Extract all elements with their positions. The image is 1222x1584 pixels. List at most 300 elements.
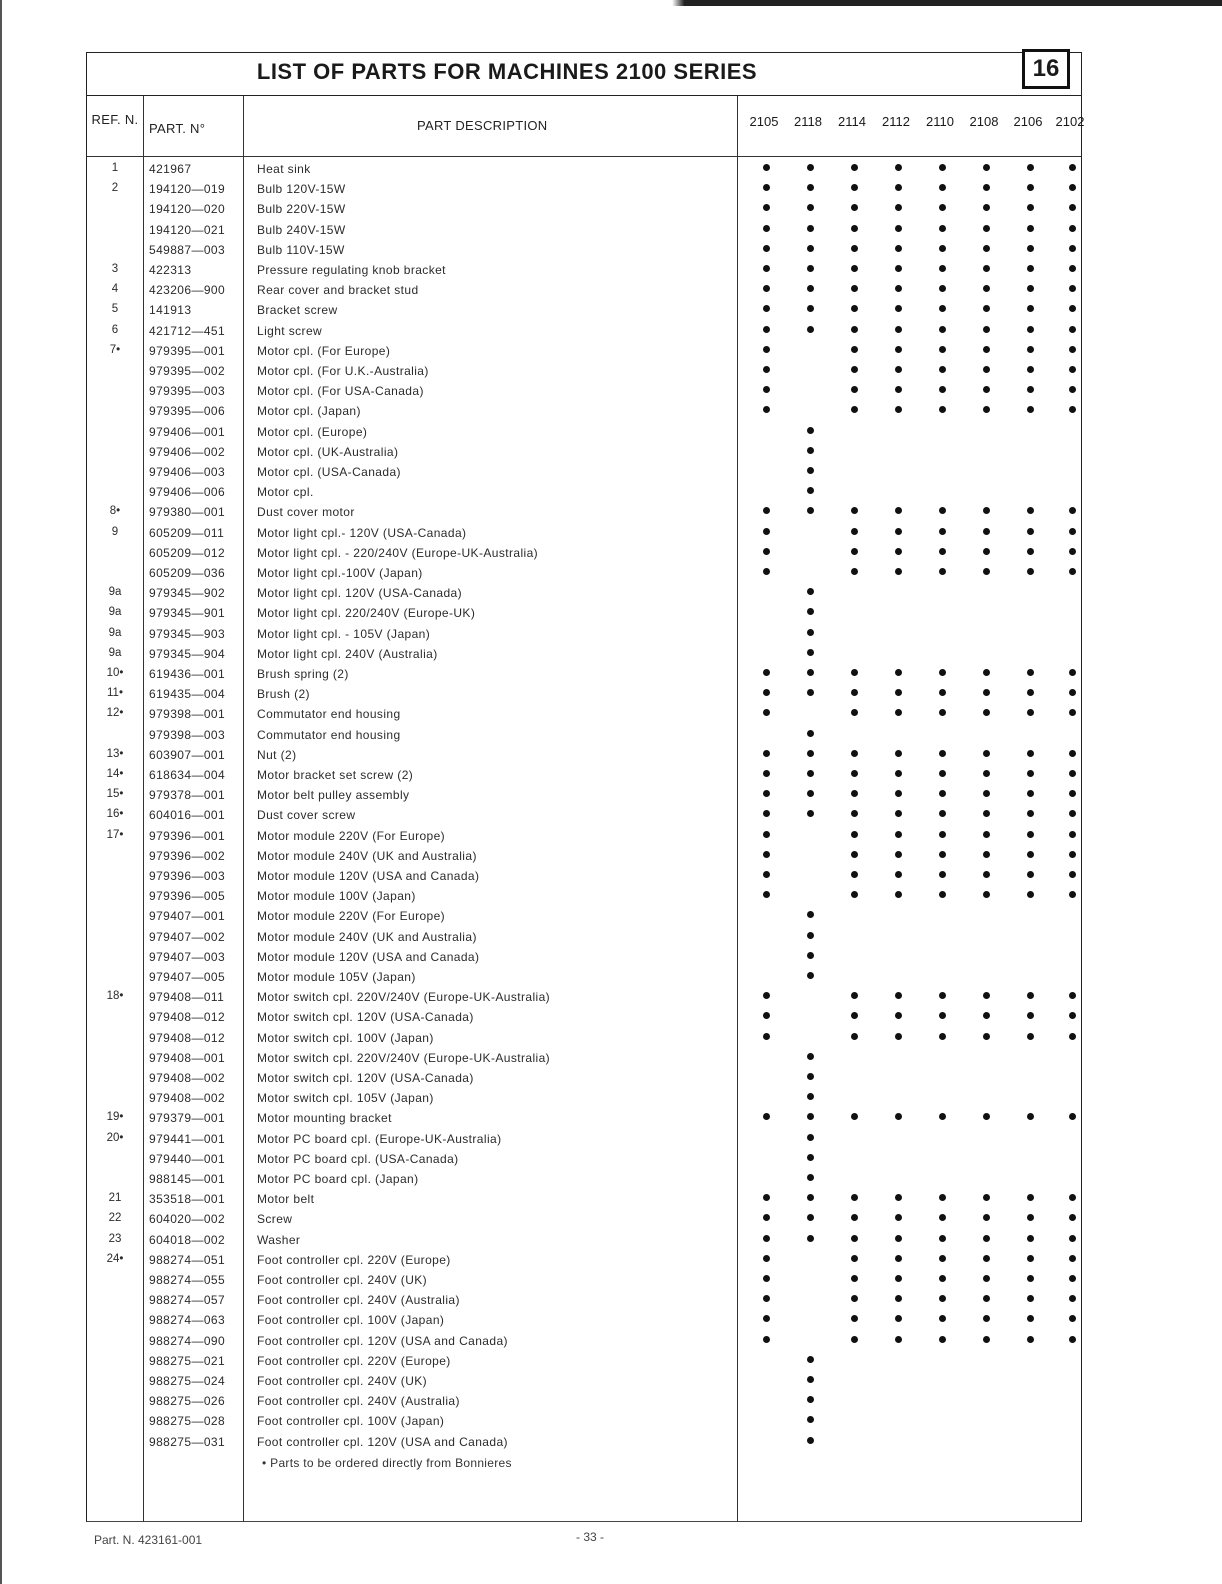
applicability-dot — [807, 972, 814, 979]
applicability-dot — [851, 164, 858, 171]
applicability-dot — [807, 750, 814, 757]
applicability-dot — [851, 992, 858, 999]
applicability-dot — [939, 507, 946, 514]
ref-number: 4 — [111, 283, 119, 296]
applicability-dot — [851, 750, 858, 757]
table-row — [87, 1291, 1083, 1311]
part-number: 979345—904 — [149, 646, 226, 661]
footnote: • Parts to be ordered directly from Bonnieres — [262, 1456, 512, 1470]
table-row — [87, 1332, 1083, 1352]
table-row — [87, 1210, 1083, 1230]
applicability-dot — [939, 992, 946, 999]
applicability-dot — [763, 245, 770, 252]
applicability-dot — [763, 831, 770, 838]
table-row — [87, 584, 1083, 604]
part-description: Foot controller cpl. 240V (UK) — [257, 1374, 428, 1388]
applicability-dot — [983, 507, 990, 514]
applicability-dot — [1069, 1033, 1076, 1040]
applicability-dot — [895, 1214, 902, 1221]
applicability-dot — [983, 810, 990, 817]
table-row — [87, 867, 1083, 887]
ref-number: 12• — [106, 707, 124, 720]
part-number: 141913 — [149, 303, 192, 318]
part-number: 979407—003 — [149, 949, 226, 964]
applicability-dot — [763, 1235, 770, 1242]
part-description: Motor switch cpl. 105V (Japan) — [257, 1091, 434, 1106]
table-row — [87, 1251, 1083, 1271]
applicability-dot — [1069, 750, 1076, 757]
part-number: 979440—001 — [149, 1151, 226, 1166]
applicability-dot — [983, 750, 990, 757]
ref-number: 2 — [111, 182, 119, 195]
applicability-dot — [895, 831, 902, 838]
applicability-dot — [1027, 1235, 1034, 1242]
applicability-dot — [851, 1275, 858, 1282]
part-number: 979406—001 — [149, 424, 226, 439]
page-title: LIST OF PARTS FOR MACHINES 2100 SERIES — [256, 59, 758, 84]
applicability-dot — [763, 810, 770, 817]
applicability-dot — [1069, 386, 1076, 393]
part-number: 604016—001 — [149, 808, 226, 823]
applicability-dot — [763, 1214, 770, 1221]
applicability-dot — [807, 305, 814, 312]
applicability-dot — [1027, 790, 1034, 797]
applicability-dot — [807, 285, 814, 292]
applicability-dot — [807, 730, 814, 737]
applicability-dot — [983, 831, 990, 838]
ref-number: 10• — [106, 667, 124, 679]
applicability-dot — [807, 164, 814, 171]
applicability-dot — [939, 1033, 946, 1040]
applicability-dot — [1069, 265, 1076, 272]
applicability-dot — [763, 992, 770, 999]
applicability-dot — [939, 750, 946, 757]
applicability-dot — [763, 1275, 770, 1282]
part-number: 605209—012 — [149, 545, 226, 560]
part-description: Commutator end housing — [257, 727, 401, 742]
part-number: 979396—001 — [149, 828, 226, 843]
applicability-dot — [763, 1295, 770, 1302]
applicability-dot — [939, 245, 946, 252]
applicability-dot — [851, 568, 858, 575]
applicability-dot — [1069, 1295, 1076, 1302]
applicability-dot — [983, 689, 990, 696]
table-row — [87, 907, 1083, 927]
ref-number: 18• — [106, 990, 124, 1003]
part-description: Foot controller cpl. 120V (USA and Canada) — [257, 1434, 508, 1449]
applicability-dot — [1027, 1012, 1034, 1019]
applicability-dot — [851, 305, 858, 312]
part-description: Motor cpl. (Europe) — [257, 424, 368, 439]
applicability-dot — [895, 507, 902, 514]
table-row — [87, 544, 1083, 564]
applicability-dot — [939, 1315, 946, 1322]
applicability-dot — [1069, 1315, 1076, 1322]
part-number: 979378—001 — [149, 788, 226, 803]
applicability-dot — [851, 1255, 858, 1262]
applicability-dot — [851, 891, 858, 898]
part-number: 979396—003 — [149, 869, 226, 883]
table-row — [87, 483, 1083, 503]
applicability-dot — [763, 568, 770, 575]
applicability-dot — [983, 366, 990, 373]
applicability-dot — [983, 871, 990, 878]
applicability-dot — [1027, 164, 1034, 171]
applicability-dot — [895, 750, 902, 757]
applicability-dot — [1069, 770, 1076, 777]
applicability-dot — [807, 1235, 814, 1242]
machine-column-header: 2114 — [838, 114, 866, 129]
machine-column-header: 2106 — [1013, 114, 1043, 129]
applicability-dot — [807, 1154, 814, 1161]
applicability-dot — [983, 669, 990, 676]
applicability-dot — [1069, 1012, 1076, 1019]
applicability-dot — [1069, 245, 1076, 252]
part-number: 421967 — [149, 162, 192, 176]
ref-number: 1 — [111, 162, 119, 174]
applicability-dot — [983, 790, 990, 797]
ref-number: 13• — [106, 747, 124, 760]
applicability-dot — [1027, 568, 1034, 575]
applicability-dot — [895, 709, 902, 716]
applicability-dot — [851, 1315, 858, 1322]
applicability-dot — [1069, 831, 1076, 838]
part-description: Motor light cpl. - 220/240V (Europe-UK-Australia) — [257, 545, 539, 560]
applicability-dot — [851, 831, 858, 838]
applicability-dot — [895, 225, 902, 232]
applicability-dot — [807, 225, 814, 232]
applicability-dot — [1069, 891, 1076, 898]
applicability-dot — [763, 770, 770, 777]
applicability-dot — [939, 386, 946, 393]
applicability-dot — [807, 629, 814, 636]
applicability-dot — [851, 1214, 858, 1221]
applicability-dot — [895, 245, 902, 252]
part-description: Motor module 240V (UK and Australia) — [257, 848, 477, 863]
applicability-dot — [1027, 1336, 1034, 1343]
part-number: 979345—901 — [149, 606, 226, 621]
part-description: Motor module 100V (Japan) — [257, 889, 416, 904]
applicability-dot — [851, 184, 858, 191]
table-row — [87, 1089, 1083, 1109]
applicability-dot — [895, 1194, 902, 1201]
applicability-dot — [895, 1033, 902, 1040]
part-description: Motor cpl. (USA-Canada) — [257, 465, 401, 479]
applicability-dot — [1027, 851, 1034, 858]
applicability-dot — [939, 528, 946, 535]
scan-left-edge — [0, 0, 2, 1584]
applicability-dot — [939, 770, 946, 777]
table-row — [87, 665, 1083, 685]
applicability-dot — [807, 911, 814, 918]
part-number: 979379—001 — [149, 1111, 226, 1126]
applicability-dot — [895, 265, 902, 272]
applicability-dot — [983, 1012, 990, 1019]
table-row — [87, 362, 1083, 382]
applicability-dot — [1027, 992, 1034, 999]
table-row — [87, 1392, 1083, 1412]
applicability-dot — [983, 245, 990, 252]
part-description: Light screw — [257, 323, 323, 338]
applicability-dot — [1027, 204, 1034, 211]
part-description: Brush spring (2) — [257, 667, 349, 681]
applicability-dot — [763, 689, 770, 696]
part-number: 988275—024 — [149, 1374, 226, 1388]
table-row — [87, 847, 1083, 867]
page-badge: 16 — [1022, 49, 1070, 89]
applicability-dot — [1069, 1255, 1076, 1262]
part-number: 619436—001 — [149, 667, 226, 681]
ref-number: 22 — [108, 1212, 122, 1225]
part-number: 619435—004 — [149, 687, 226, 702]
applicability-dot — [1027, 669, 1034, 676]
applicability-dot — [807, 790, 814, 797]
applicability-dot — [851, 669, 858, 676]
table-row — [87, 281, 1083, 301]
applicability-dot — [1027, 225, 1034, 232]
part-description: Motor switch cpl. 220V/240V (Europe-UK-Australia) — [257, 990, 551, 1005]
applicability-dot — [939, 1214, 946, 1221]
applicability-dot — [1027, 528, 1034, 535]
applicability-dot — [1027, 265, 1034, 272]
applicability-dot — [983, 891, 990, 898]
part-number: 988145—001 — [149, 1172, 226, 1186]
table-row — [87, 342, 1083, 362]
applicability-dot — [939, 204, 946, 211]
applicability-dot — [983, 285, 990, 292]
part-number: 979406—002 — [149, 444, 226, 459]
applicability-dot — [939, 831, 946, 838]
machine-column-header: 2112 — [882, 114, 910, 129]
part-number: 979408—001 — [149, 1050, 226, 1065]
part-description: Motor PC board cpl. (USA-Canada) — [257, 1151, 459, 1166]
applicability-dot — [1069, 164, 1076, 171]
applicability-dot — [895, 1113, 902, 1120]
applicability-dot — [851, 225, 858, 232]
ref-number: 20• — [106, 1131, 124, 1144]
applicability-dot — [939, 1012, 946, 1019]
ref-number: 17• — [106, 828, 124, 841]
part-number: 979406—006 — [149, 485, 226, 500]
table-row — [87, 705, 1083, 725]
part-number: 979395—006 — [149, 404, 226, 419]
applicability-dot — [1069, 851, 1076, 858]
applicability-dot — [895, 1235, 902, 1242]
applicability-dot — [939, 548, 946, 555]
applicability-dot — [763, 346, 770, 353]
part-description: Bulb 120V-15W — [257, 182, 346, 197]
applicability-dot — [851, 406, 858, 413]
applicability-dot — [851, 871, 858, 878]
applicability-dot — [763, 871, 770, 878]
applicability-dot — [807, 487, 814, 494]
part-description: Motor PC board cpl. (Japan) — [257, 1172, 419, 1186]
applicability-dot — [939, 790, 946, 797]
ref-number: 9a — [108, 586, 122, 599]
applicability-dot — [895, 790, 902, 797]
applicability-dot — [939, 1275, 946, 1282]
applicability-dot — [807, 1073, 814, 1080]
applicability-dot — [851, 366, 858, 373]
applicability-dot — [763, 406, 770, 413]
part-description: Motor light cpl.- 120V (USA-Canada) — [257, 525, 467, 540]
applicability-dot — [983, 709, 990, 716]
table-row — [87, 806, 1083, 826]
ref-number: 9a — [108, 606, 122, 619]
part-number: 604020—002 — [149, 1212, 226, 1227]
table-row — [87, 1170, 1083, 1190]
applicability-dot — [763, 709, 770, 716]
scan-top-edge — [0, 0, 1222, 6]
footer-part-number: Part. N. 423161-001 — [94, 1533, 203, 1547]
part-description: Motor cpl. (For U.K.-Australia) — [257, 364, 429, 378]
part-number: 194120—019 — [149, 182, 226, 197]
header-ref: REF. N. — [91, 112, 139, 127]
applicability-dot — [851, 1033, 858, 1040]
applicability-dot — [1027, 1214, 1034, 1221]
applicability-dot — [1069, 568, 1076, 575]
applicability-dot — [1069, 669, 1076, 676]
applicability-dot — [763, 326, 770, 333]
applicability-dot — [895, 770, 902, 777]
applicability-dot — [1069, 507, 1076, 514]
applicability-dot — [1027, 366, 1034, 373]
applicability-dot — [895, 1315, 902, 1322]
table-row — [87, 887, 1083, 907]
applicability-dot — [763, 1113, 770, 1120]
applicability-dot — [1027, 1255, 1034, 1262]
machine-column-header: 2102 — [1055, 114, 1085, 129]
applicability-dot — [1027, 548, 1034, 555]
applicability-dot — [895, 406, 902, 413]
part-description: Nut (2) — [257, 747, 297, 762]
applicability-dot — [1027, 245, 1034, 252]
applicability-dot — [807, 1356, 814, 1363]
applicability-dot — [939, 1336, 946, 1343]
applicability-dot — [983, 1295, 990, 1302]
applicability-dot — [1027, 770, 1034, 777]
machine-column-header: 2105 — [749, 114, 779, 129]
applicability-dot — [983, 225, 990, 232]
applicability-dot — [983, 548, 990, 555]
part-description: Foot controller cpl. 100V (Japan) — [257, 1414, 445, 1429]
applicability-dot — [807, 265, 814, 272]
applicability-dot — [851, 548, 858, 555]
part-description: Motor module 120V (USA and Canada) — [257, 949, 480, 964]
part-description: Commutator end housing — [257, 707, 401, 722]
table-row — [87, 968, 1083, 988]
applicability-dot — [763, 1336, 770, 1343]
part-number: 979407—002 — [149, 929, 226, 944]
applicability-dot — [983, 1275, 990, 1282]
applicability-dot — [939, 184, 946, 191]
applicability-dot — [983, 528, 990, 535]
applicability-dot — [895, 992, 902, 999]
applicability-dot — [939, 305, 946, 312]
applicability-dot — [983, 1235, 990, 1242]
applicability-dot — [1027, 1033, 1034, 1040]
applicability-dot — [851, 1012, 858, 1019]
ref-number: 3 — [111, 263, 119, 275]
table-row — [87, 1130, 1083, 1150]
applicability-dot — [763, 184, 770, 191]
part-description: Motor switch cpl. 120V (USA-Canada) — [257, 1010, 474, 1025]
table-row — [87, 746, 1083, 766]
applicability-dot — [763, 507, 770, 514]
part-description: Bulb 220V-15W — [257, 202, 346, 217]
applicability-dot — [939, 285, 946, 292]
applicability-dot — [1027, 184, 1034, 191]
part-description: Motor cpl. (For USA-Canada) — [257, 384, 424, 399]
applicability-dot — [807, 447, 814, 454]
applicability-dot — [851, 386, 858, 393]
table-row — [87, 200, 1083, 220]
applicability-dot — [939, 265, 946, 272]
applicability-dot — [1069, 225, 1076, 232]
part-number: 979395—001 — [149, 343, 226, 358]
applicability-dot — [983, 326, 990, 333]
table-row — [87, 988, 1083, 1008]
header-rule — [87, 156, 1081, 157]
table-row — [87, 786, 1083, 806]
applicability-dot — [807, 184, 814, 191]
part-description: Motor module 120V (USA and Canada) — [257, 869, 480, 883]
applicability-dot — [895, 871, 902, 878]
applicability-dot — [983, 305, 990, 312]
table-row — [87, 180, 1083, 200]
ref-number: 8• — [109, 505, 121, 518]
table-row — [87, 564, 1083, 584]
ref-number: 19• — [106, 1111, 124, 1124]
applicability-dot — [763, 285, 770, 292]
applicability-dot — [807, 608, 814, 615]
table-row — [87, 766, 1083, 786]
applicability-dot — [983, 770, 990, 777]
applicability-dot — [895, 285, 902, 292]
part-number: 979406—003 — [149, 465, 226, 479]
header-part-number: PART. N° — [149, 121, 206, 136]
table-row — [87, 160, 1083, 180]
applicability-dot — [983, 1194, 990, 1201]
applicability-dot — [851, 346, 858, 353]
applicability-dot — [807, 507, 814, 514]
applicability-dot — [763, 1012, 770, 1019]
applicability-dot — [807, 1437, 814, 1444]
applicability-dot — [851, 1113, 858, 1120]
applicability-dot — [851, 245, 858, 252]
part-number: 979407—005 — [149, 970, 226, 984]
applicability-dot — [1069, 184, 1076, 191]
applicability-dot — [807, 932, 814, 939]
part-description: Bulb 110V-15W — [257, 242, 345, 257]
table-row — [87, 402, 1083, 422]
table-row — [87, 221, 1083, 241]
applicability-dot — [1027, 709, 1034, 716]
applicability-dot — [983, 1315, 990, 1322]
applicability-dot — [807, 1113, 814, 1120]
applicability-dot — [807, 326, 814, 333]
applicability-dot — [983, 1255, 990, 1262]
machine-column-header: 2118 — [794, 114, 822, 129]
applicability-dot — [895, 548, 902, 555]
part-description: Foot controller cpl. 100V (Japan) — [257, 1313, 445, 1328]
part-number: 979407—001 — [149, 909, 226, 924]
part-number: 194120—021 — [149, 222, 226, 237]
part-number: 988274—051 — [149, 1252, 226, 1267]
applicability-dot — [763, 305, 770, 312]
applicability-dot — [939, 346, 946, 353]
applicability-dot — [983, 346, 990, 353]
